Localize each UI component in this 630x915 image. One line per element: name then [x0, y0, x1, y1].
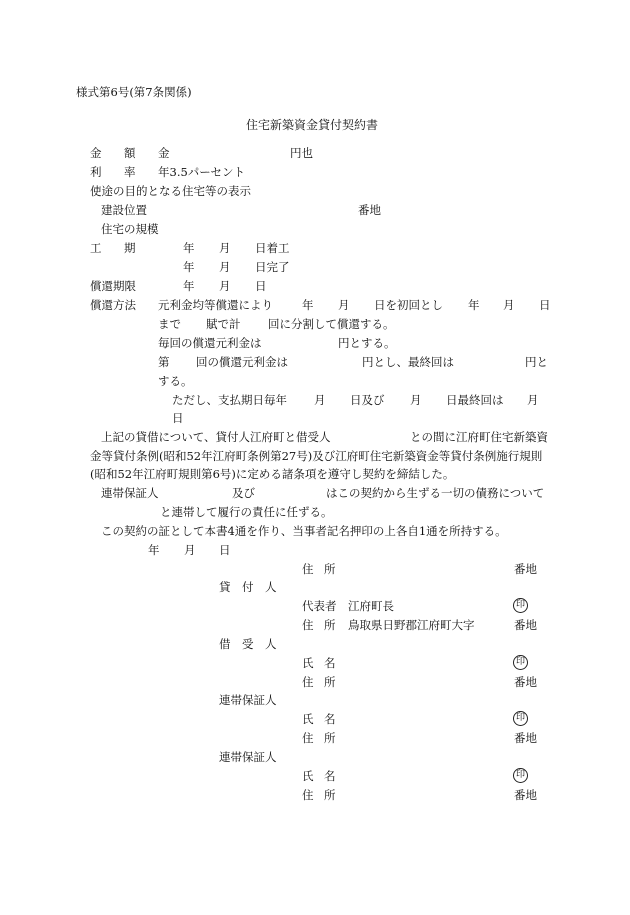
guarantor1-name-label-2: 名: [324, 712, 336, 726]
method-line4-c: 円とし、最終回は: [362, 355, 454, 369]
scale-label: 住宅の規模: [101, 222, 159, 236]
construction-end-month: 月: [219, 260, 231, 274]
construction-label-2: 期: [124, 241, 136, 255]
repayment-period-year: 年: [183, 279, 195, 293]
lender-address2-label-1: 住: [302, 618, 314, 632]
paragraph1-line1a: 上記の貸借について、貸付人江府町と借受人: [101, 430, 331, 444]
method-line6-b: 月: [314, 393, 326, 407]
borrower-role: 借 受 人: [219, 637, 277, 651]
guarantor2-name-label-2: 名: [324, 769, 336, 783]
guarantor2-seal-icon: 印: [513, 768, 528, 783]
guarantor1-role: 連帯保証人: [219, 693, 277, 707]
guarantor2-name-label-1: 氏: [302, 769, 314, 783]
lender-role: 貸 付 人: [219, 580, 277, 594]
method-line7: 日: [172, 411, 184, 425]
lender-seal-icon: 印: [513, 598, 528, 613]
document-title: 住宅新築資金貸付契約書: [246, 118, 379, 132]
method-line2-a: まで: [158, 317, 181, 331]
rate-label-2: 率: [124, 165, 136, 179]
method-line6-c: 日及び: [350, 393, 385, 407]
lender-rep-name: 江府町長: [348, 599, 394, 613]
method-line3-b: 円とする。: [338, 336, 396, 350]
method-line6-a: ただし、支払期日毎年: [172, 393, 287, 407]
method-line4-a: 第: [158, 355, 170, 369]
guarantor2-address-label-1: 住: [302, 788, 314, 802]
method-line1-d: 日を初回とし: [374, 298, 443, 312]
method-line1-e: 年: [468, 298, 480, 312]
paragraph2-line1a: 連帯保証人: [101, 486, 159, 500]
construction-end-year: 年: [183, 260, 195, 274]
amount-prefix: 金: [158, 146, 170, 160]
method-line1-g: 日: [539, 298, 551, 312]
method-line1-b: 年: [302, 298, 314, 312]
repayment-period-day: 日: [255, 279, 267, 293]
method-line6-d: 月: [410, 393, 422, 407]
borrower-address-label-1: 住: [302, 675, 314, 689]
method-line4-b: 回の償還元利金は: [196, 355, 288, 369]
borrower-address-suffix: 番地: [514, 675, 537, 689]
guarantor1-address-label-1: 住: [302, 731, 314, 745]
guarantor1-address-label-2: 所: [324, 731, 336, 745]
lender-rep-label: 代表者: [302, 599, 337, 613]
paragraph2-line2: と連帯して履行の責任に任ずる。: [160, 505, 333, 519]
construction-end-day: 日完了: [255, 260, 290, 274]
lender-address-suffix: 番地: [514, 562, 537, 576]
construction-start-day: 日着工: [255, 241, 290, 255]
rate-label-1: 利: [90, 165, 102, 179]
guarantor1-address-suffix: 番地: [514, 731, 537, 745]
lender-address2-suffix: 番地: [514, 618, 537, 632]
lender-address-label-1: 住: [302, 562, 314, 576]
method-line2-c: 回に分割して償還する。: [268, 317, 395, 331]
paragraph2-line1c: はこの契約から生ずる一切の債務について: [326, 486, 545, 500]
site-suffix: 番地: [358, 203, 381, 217]
lender-address: 鳥取県日野郡江府町大字: [348, 618, 475, 632]
paragraph2-line1b: 及び: [232, 486, 255, 500]
date-year: 年: [148, 543, 160, 557]
date-month: 月: [184, 543, 196, 557]
method-line4-d: 円と: [525, 355, 548, 369]
method-line6-e: 日最終回は: [446, 393, 504, 407]
repayment-period-month: 月: [219, 279, 231, 293]
amount-label-2: 額: [124, 146, 136, 160]
method-line1-c: 月: [338, 298, 350, 312]
paragraph1-line3: (昭和52年江府町規則第6号)に定める諸条項を遵守し契約を締結した。: [90, 467, 455, 481]
method-line2-b: 賦で計: [206, 317, 241, 331]
method-line5: する。: [158, 374, 193, 388]
construction-start-year: 年: [183, 241, 195, 255]
borrower-address-label-2: 所: [324, 675, 336, 689]
guarantor2-role: 連帯保証人: [219, 750, 277, 764]
guarantor1-name-label-1: 氏: [302, 712, 314, 726]
guarantor2-address-label-2: 所: [324, 788, 336, 802]
borrower-name-label-1: 氏: [302, 656, 314, 670]
rate-value: 年3.5パーセント: [158, 165, 246, 179]
amount-suffix: 円也: [290, 146, 313, 160]
method-line1-f: 月: [503, 298, 515, 312]
construction-label-1: 工: [90, 241, 102, 255]
method-line3-a: 毎回の償還元利金は: [158, 336, 262, 350]
borrower-name-label-2: 名: [324, 656, 336, 670]
paragraph3: この契約の証として本書4通を作り、当事者記名押印の上各自1通を所持する。: [101, 524, 507, 538]
paragraph1-line2: 金等貸付条例(昭和52年江府町条例第27号)及び江府町住宅新築資金等貸付条例施行規則: [90, 449, 543, 463]
repayment-method-label: 償還方法: [90, 298, 136, 312]
repayment-period-label: 償還期限: [90, 279, 136, 293]
amount-label-1: 金: [90, 146, 102, 160]
site-label: 建設位置: [101, 203, 147, 217]
method-line1-a: 元利金均等償還により: [158, 298, 273, 312]
guarantor1-seal-icon: 印: [513, 711, 528, 726]
guarantor2-address-suffix: 番地: [514, 788, 537, 802]
lender-address-label-2: 所: [324, 562, 336, 576]
method-line6-f: 月: [527, 393, 539, 407]
borrower-seal-icon: 印: [513, 655, 528, 670]
lender-address2-label-2: 所: [324, 618, 336, 632]
paragraph1-line1b: との間に江府町住宅新築資: [410, 430, 548, 444]
construction-start-month: 月: [219, 241, 231, 255]
date-day: 日: [219, 543, 231, 557]
form-label: 様式第6号(第7条関係): [76, 85, 192, 99]
purpose-heading: 使途の目的となる住宅等の表示: [90, 184, 251, 198]
